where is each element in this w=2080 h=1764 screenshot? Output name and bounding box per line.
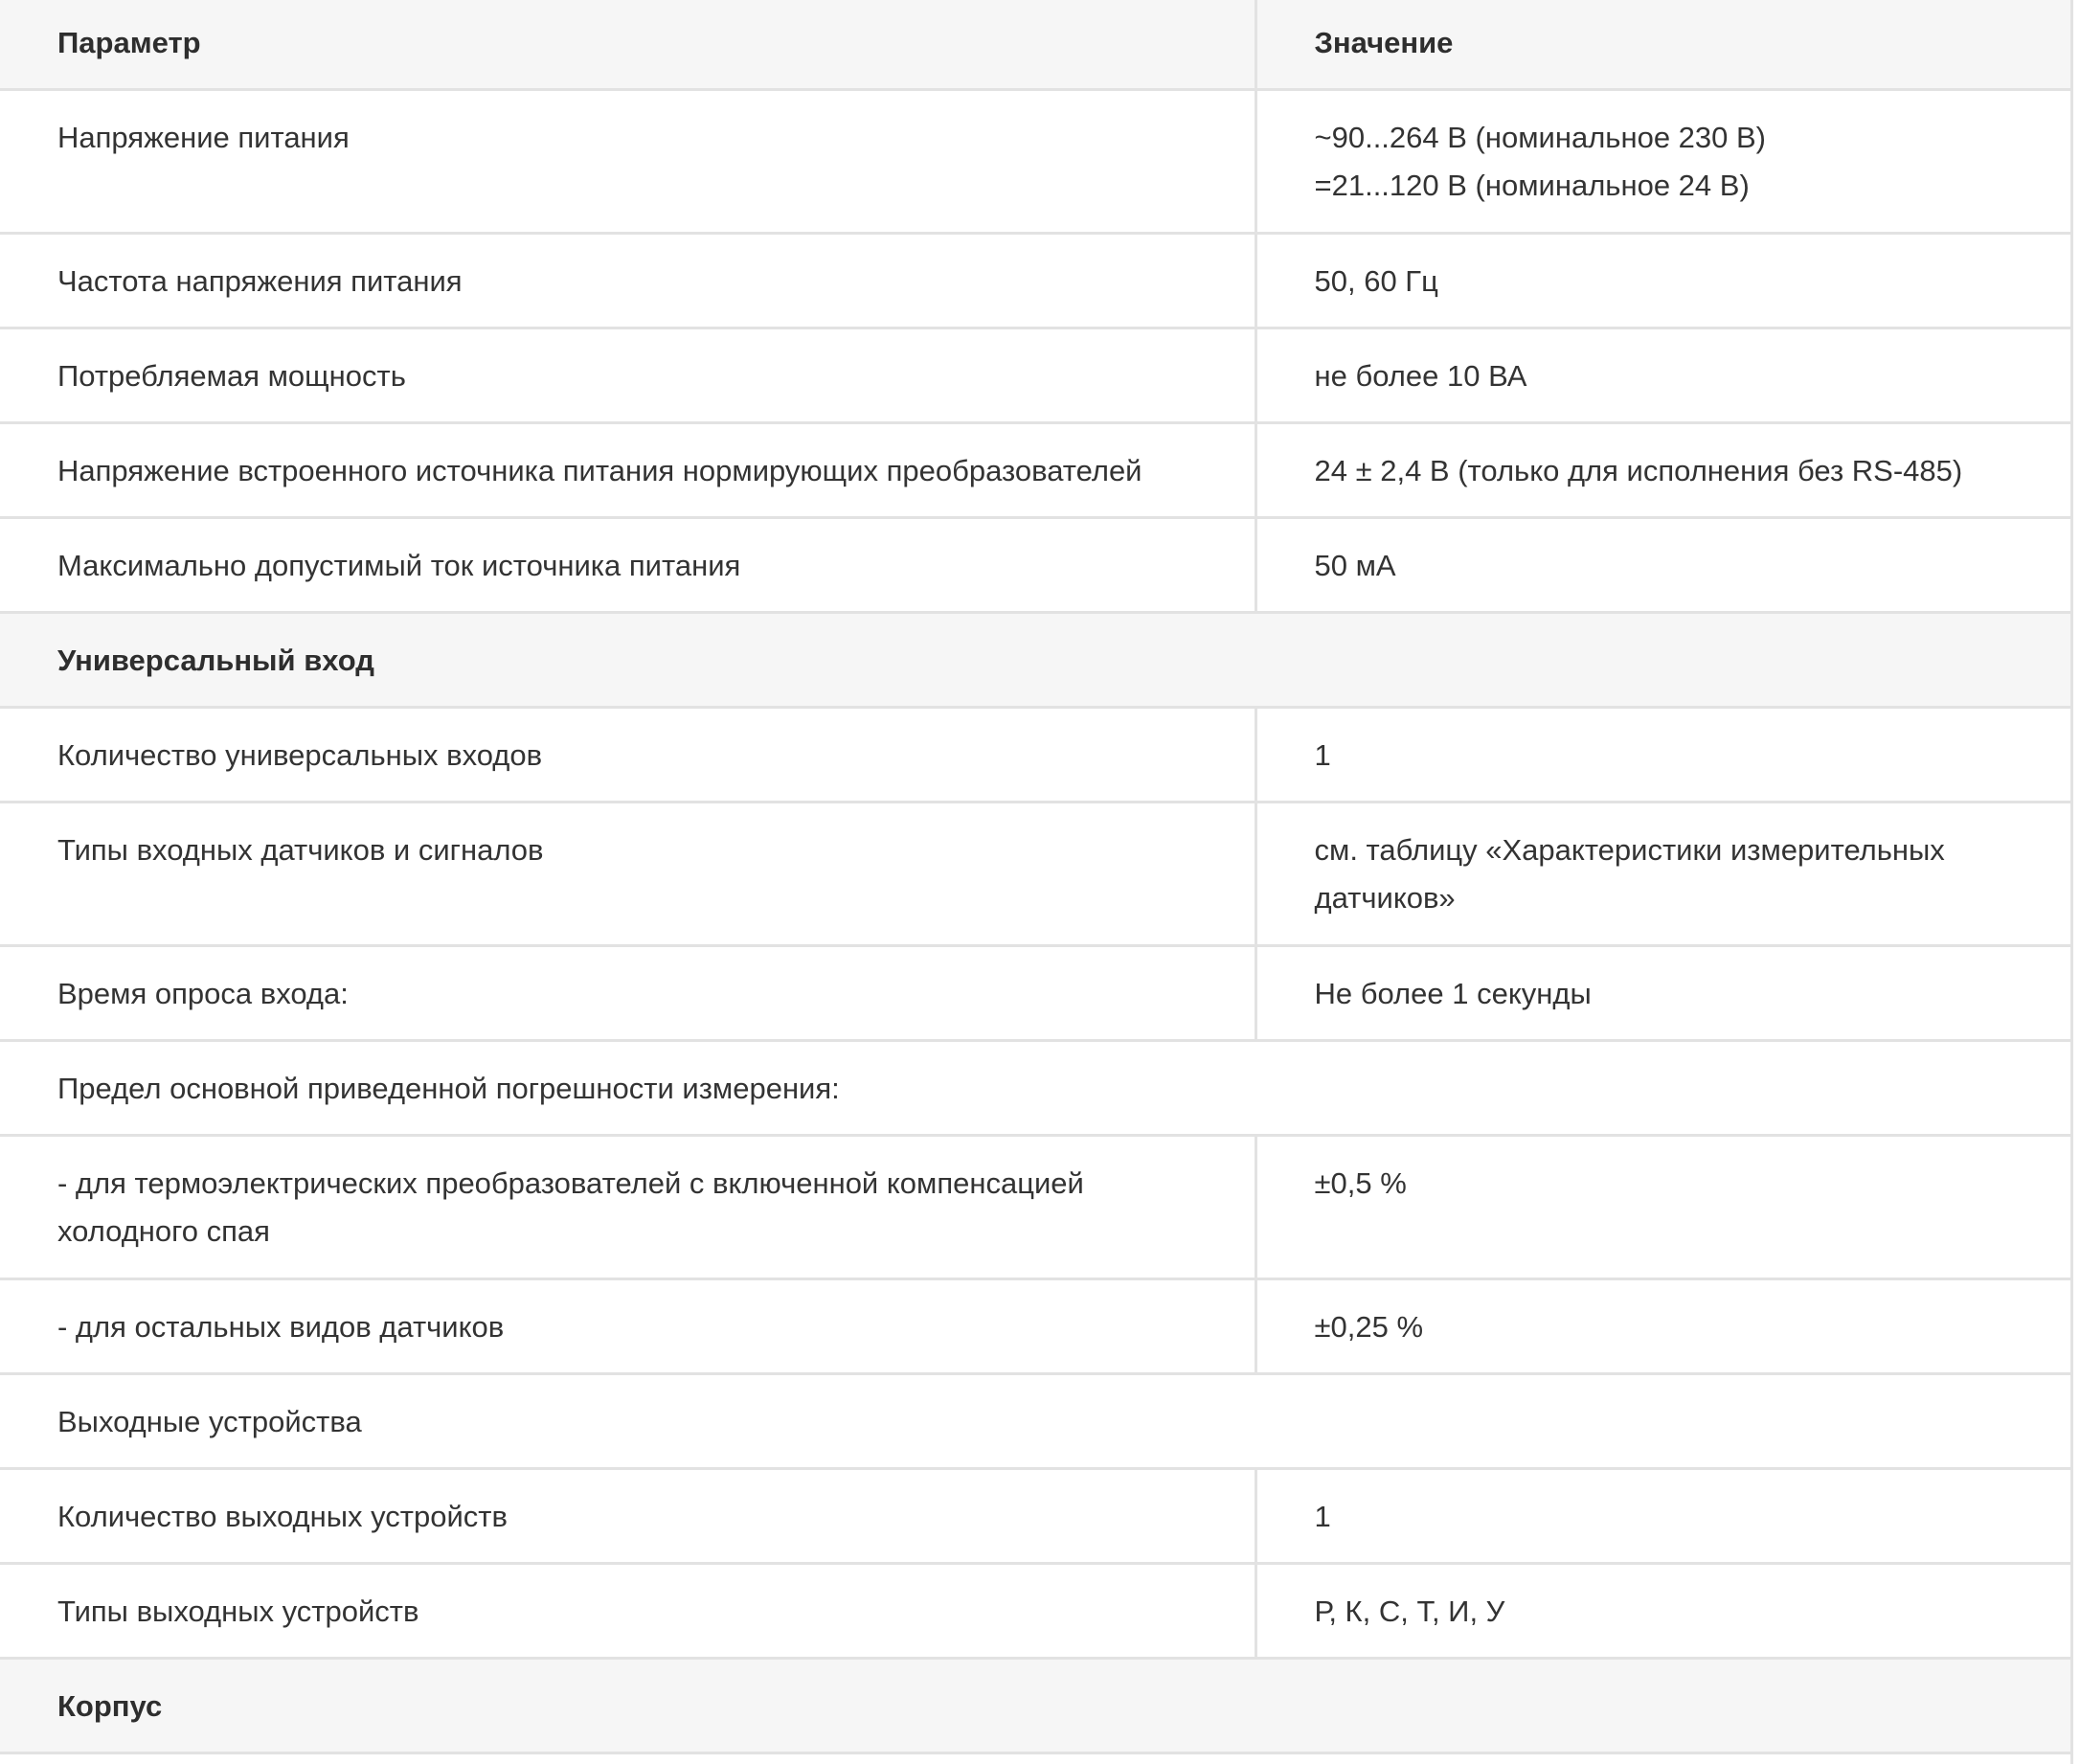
row-param: Время опроса входа: (0, 945, 1255, 1040)
table-row (0, 89, 2070, 233)
table-row (0, 233, 2070, 328)
section-header-row (0, 612, 2070, 707)
table-header-row (0, 0, 2070, 89)
row-value: Не более 1 секунды (1255, 945, 2070, 1040)
row-value: Р, К, С, Т, И, У (1255, 1563, 2070, 1658)
row-value (1255, 802, 2070, 945)
spanning-row-label: Предел основной приведенной погрешности измерения: (0, 1040, 2070, 1135)
header-parameter: Параметр (0, 0, 1255, 89)
row-param: Напряжение встроенного источника питания нормирующих преобразователей (0, 422, 1255, 517)
row-value-line: см. таблицу «Характеристики измерительных (1314, 832, 1945, 867)
row-param-line: - для термоэлектрических преобразователей с включенной компенсацией (57, 1165, 1084, 1200)
table-row (0, 517, 2070, 612)
row-param: Максимально допустимый ток источника питания (0, 517, 1255, 612)
table-row (0, 1468, 2070, 1563)
section-title: Корпус (0, 1658, 2070, 1753)
row-param: Количество выходных устройств (0, 1468, 1255, 1563)
table-row (0, 422, 2070, 517)
table-row (0, 1278, 2070, 1373)
row-param: Типы входных датчиков и сигналов (0, 802, 1255, 945)
row-param: Типы выходных устройств (0, 1563, 1255, 1658)
row-param: Количество универсальных входов (0, 707, 1255, 802)
table-row (0, 945, 2070, 1040)
header-value: Значение (1255, 0, 2070, 89)
spanning-row (0, 1040, 2070, 1135)
table-row (0, 1135, 2070, 1278)
spanning-row (0, 1373, 2070, 1468)
table-right-border (2070, 0, 2073, 1764)
section-title: Универсальный вход (0, 612, 2070, 707)
row-param: Напряжение питания (0, 89, 1255, 233)
row-param: Частота напряжения питания (0, 233, 1255, 328)
table-row (0, 1563, 2070, 1658)
table-row (0, 328, 2070, 422)
row-value-line: =21...120 В (номинальное 24 В) (1314, 168, 1750, 202)
row-value: 1 (1255, 707, 2070, 802)
row-value: 50 мА (1255, 517, 2070, 612)
row-value: не более 10 ВА (1255, 328, 2070, 422)
spanning-row-label: Выходные устройства (0, 1373, 2070, 1468)
table-row (0, 707, 2070, 802)
section-header-row (0, 1658, 2070, 1753)
row-param: - для остальных видов датчиков (0, 1278, 1255, 1373)
row-param (0, 1135, 1255, 1278)
row-value: 24 ± 2,4 В (только для исполнения без RS-485) (1255, 422, 2070, 517)
row-value: 50, 60 Гц (1255, 233, 2070, 328)
row-value-line: датчиков» (1314, 880, 1456, 915)
row-value-line: ~90...264 В (номинальное 230 В) (1314, 120, 1767, 154)
row-value: 1 (1255, 1468, 2070, 1563)
row-param-line: холодного спая (57, 1213, 270, 1248)
row-value (1255, 89, 2070, 233)
row-param: Потребляемая мощность (0, 328, 1255, 422)
row-value: ±0,5 % (1255, 1135, 2070, 1278)
table-row (0, 802, 2070, 945)
row-value: ±0,25 % (1255, 1278, 2070, 1373)
